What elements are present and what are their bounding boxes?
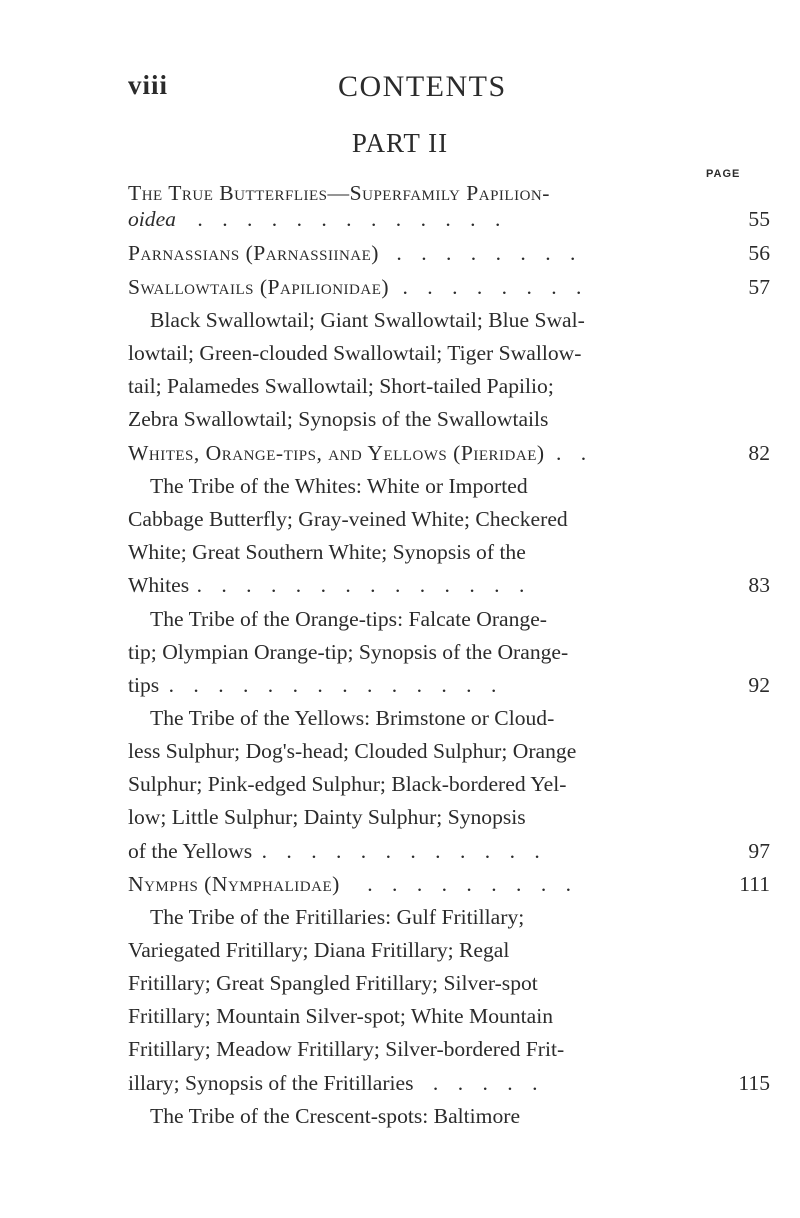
toc-subentry-line [128,506,568,532]
page-number: 92 [748,673,770,697]
toc-entry-text: lowtail; Green-clouded Swallowtail; Tiger Swallow- [128,341,582,365]
running-head [128,70,758,130]
toc-entry-text: Nymphs (Nymphalidae) [128,872,340,896]
part-title: PART II [351,128,449,158]
toc-entry-text: tail; Palamedes Swallowtail; Short-tailed Papilio; [128,374,554,398]
toc-entry-text: White; Great Southern White; Synopsis of the [128,540,526,564]
leader-dots: . . . . . . . . . . . . . . [168,673,504,697]
leader-dots: . . . . . . . . . . . . . [197,207,508,231]
toc-entry-text: Cabbage Butterfly; Gray-veined White; Checkered [128,507,568,531]
toc-subentry-line [150,1103,520,1129]
leader-dots: . . . . . . . . . . . . . . [196,573,532,597]
toc-entry-parnassians[interactable] [128,240,770,266]
toc-entry-text: The Tribe of the Orange-tips: Falcate Orange- [150,607,547,631]
toc-entry-fritillaries[interactable] [128,1070,770,1096]
page-number: 55 [748,207,770,231]
toc-subentry-line [150,307,585,333]
page-folio: viii [128,70,169,100]
leader-dots: . . . . . . . . [402,275,589,299]
toc-entry-whites-orange-tips-yellows[interactable] [128,440,770,466]
toc-subentry-line [150,705,554,731]
page-number: 111 [739,872,770,896]
toc-subentry-line [128,804,526,830]
toc-entry-orange-tips[interactable] [128,672,770,698]
toc-subentry-line [128,340,581,366]
page-number: 56 [748,241,770,265]
toc-entry-text: oidea [128,207,176,231]
toc-entry-text: The True Butterflies—Superfamily Papilion- [128,181,550,205]
toc-subentry-line [128,406,548,432]
toc-entry-text: Parnassians (Parnassiinae) [128,241,379,265]
page-title: CONTENTS [338,70,507,103]
toc-entry-text: The Tribe of the Crescent-spots: Baltimore [150,1104,521,1128]
toc-subentry-line [128,937,509,963]
toc-entry-text: Whites [128,573,190,597]
page-number: 83 [748,573,770,597]
page-number: 82 [748,441,770,465]
toc-entry-text: The Tribe of the Whites: White or Imported [150,474,528,498]
toc-entry-text: Fritillary; Mountain Silver-spot; White Mountain [128,1004,554,1028]
toc-entry-text: of the Yellows [128,839,253,863]
page-column-label: PAGE [706,168,741,180]
toc-subentry-line [128,373,554,399]
leader-dots: . . . . . . . . . . . . [261,839,547,863]
toc-entry-true-butterflies[interactable] [128,180,550,206]
page-number: 115 [738,1071,770,1095]
toc-entry-text: illary; Synopsis of the Fritillaries [128,1071,414,1095]
toc-entry-text: Fritillary; Meadow Fritillary; Silver-bordered Frit- [128,1037,565,1061]
toc-entry-text: Whites, Orange-tips, and Yellows (Pieridae) [128,441,545,465]
leader-dots: . . . . . [432,1071,545,1095]
toc-subentry-line [128,1003,553,1029]
toc-entry-text: Variegated Fritillary; Diana Fritillary; Regal [128,938,510,962]
toc-subentry-line [150,904,524,930]
toc-entry-nymphs[interactable] [128,871,770,897]
page-number: 57 [748,275,770,299]
toc-subentry-line [128,771,566,797]
toc-entry-text: Zebra Swallowtail; Synopsis of the Swallowtails [128,407,549,431]
toc-subentry-line [128,970,538,996]
toc-subentry-line [150,473,528,499]
toc-entry-text: Black Swallowtail; Giant Swallowtail; Blue Swal- [150,308,585,332]
toc-entry-text: low; Little Sulphur; Dainty Sulphur; Synopsis [128,805,526,829]
toc-entry-text: tips [128,673,160,697]
toc-entry-yellows[interactable] [128,838,770,864]
toc-subentry-line [128,639,568,665]
toc-entry-swallowtails[interactable] [128,274,770,300]
toc-entry-oidea[interactable] [128,206,770,232]
toc-entry-text: tip; Olympian Orange-tip; Synopsis of the Orange- [128,640,569,664]
toc-entry-text: Sulphur; Pink-edged Sulphur; Black-bordered Yel- [128,772,567,796]
toc-entry-text: Fritillary; Great Spangled Fritillary; Silver-spot [128,971,538,995]
toc-entry-text: Swallowtails (Papilionidae) [128,275,390,299]
leader-dots: . . . . . . . . [396,241,583,265]
leader-dots: . . . . . . . . . [367,872,579,896]
toc-entry-text: The Tribe of the Yellows: Brimstone or Cloud- [150,706,555,730]
toc-subentry-line [128,738,576,764]
toc-entry-text: The Tribe of the Fritillaries: Gulf Fritillary; [150,905,525,929]
toc-entry-text: less Sulphur; Dog's-head; Clouded Sulphur; Orange [128,739,577,763]
page-number: 97 [748,839,770,863]
toc-entry-whites[interactable] [128,572,770,598]
toc-subentry-line [150,606,547,632]
leader-dots: . . [555,441,594,465]
toc-subentry-line [128,1036,564,1062]
toc-subentry-line [128,539,526,565]
